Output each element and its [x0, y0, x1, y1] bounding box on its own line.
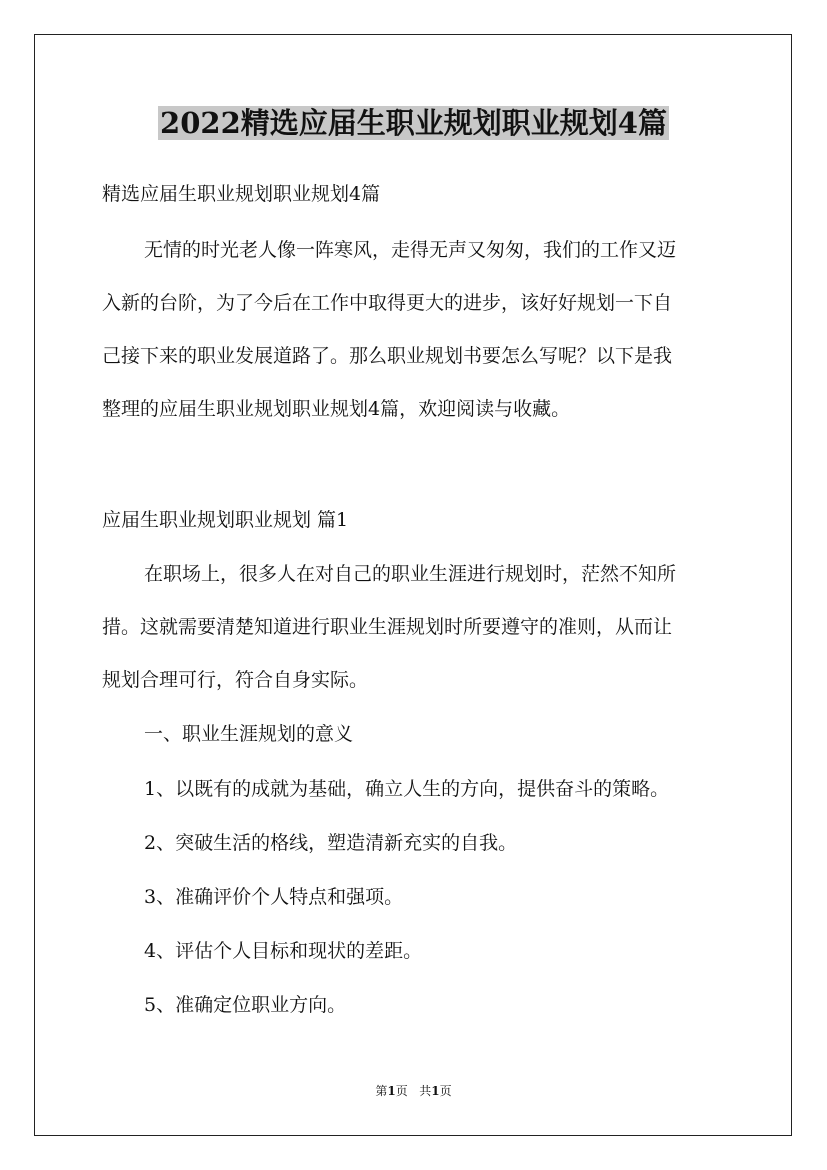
section-line-3: 规划合理可行，符合自身实际。: [102, 669, 369, 691]
intro-line-3: 己接下来的职业发展道路了。那么职业规划书要怎么写呢？以下是我: [102, 345, 673, 367]
list-item: 5、准确定位职业方向。: [144, 994, 347, 1016]
intro-line-2: 入新的台阶，为了今后在工作中取得更大的进步，该好好规划一下自: [102, 292, 673, 314]
list-item: 3、准确评价个人特点和强项。: [144, 886, 404, 908]
subheading: 一、职业生涯规划的意义: [144, 723, 354, 745]
document-title-text: 2022精选应届生职业规划职业规划4篇: [160, 106, 667, 140]
page-prefix: 第: [375, 1084, 388, 1098]
list-item: 4、评估个人目标和现状的差距。: [144, 940, 423, 962]
section-line-1: 在职场上，很多人在对自己的职业生涯进行规划时，茫然不知所: [144, 563, 677, 585]
total-number: 1: [431, 1084, 440, 1098]
total-suffix: 页: [439, 1084, 452, 1098]
section-heading: 应届生职业规划职业规划 篇1: [102, 509, 349, 531]
page-footer: [0, 1083, 827, 1099]
section-line-2: 措。这就需要清楚知道进行职业生涯规划时所要遵守的准则，从而让: [102, 616, 673, 638]
list-item: 1、以既有的成就为基础，确立人生的方向，提供奋斗的策略。: [144, 778, 670, 800]
intro-line-1: 无情的时光老人像一阵寒风，走得无声又匆匆，我们的工作又迈: [144, 239, 677, 261]
document-subtitle: 精选应届生职业规划职业规划4篇: [102, 183, 381, 205]
document-title: [0, 103, 827, 143]
total-prefix: 共: [419, 1084, 432, 1098]
page-number: 1: [387, 1084, 396, 1098]
intro-line-4: 整理的应届生职业规划职业规划4篇，欢迎阅读与收藏。: [102, 398, 571, 420]
page-suffix: 页: [395, 1084, 408, 1098]
list-item: 2、突破生活的格线，塑造清新充实的自我。: [144, 832, 518, 854]
